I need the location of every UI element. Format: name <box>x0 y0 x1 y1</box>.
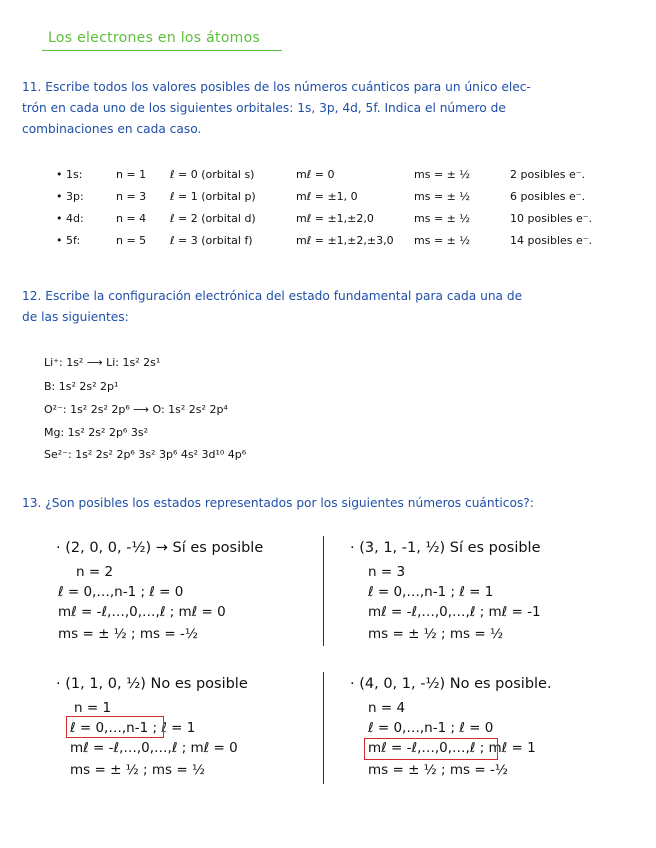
table-cell-n: n = 5 <box>116 234 147 247</box>
title-underline <box>42 50 282 51</box>
case-2-line-2: ℓ = 0,…,n-1 ; ℓ = 1 <box>368 584 494 600</box>
table-cell-count: 14 posibles e⁻. <box>510 234 593 247</box>
case-3-line-2: ℓ = 0,…,n-1 ; ℓ = 1 <box>70 720 196 736</box>
config-se: Se²⁻: 1s² 2s² 2p⁶ 3s² 3p⁶ 4s² 3d¹⁰ 4p⁶ <box>44 448 247 461</box>
config-mg: Mg: 1s² 2s² 2p⁶ 3s² <box>44 426 148 439</box>
divider-bottom <box>323 672 324 784</box>
table-cell-orb: • 1s: <box>56 168 83 181</box>
table-cell-ms: ms = ± ½ <box>414 190 471 203</box>
case-3-line-4: ms = ± ½ ; ms = ½ <box>70 762 206 778</box>
question-12-line-1: 12. Escribe la configuración electrónica del estado fundamental para cada una de <box>22 289 523 303</box>
case-3-line-1: n = 1 <box>74 700 112 716</box>
divider-top <box>323 536 324 646</box>
table-cell-l: ℓ = 1 (orbital p) <box>170 190 256 203</box>
question-11-line-2: trón en cada uno de los siguientes orbitales: 1s, 3p, 4d, 5f. Indica el número de <box>22 101 506 115</box>
case-1-line-3: mℓ = -ℓ,…,0,…,ℓ ; mℓ = 0 <box>58 604 226 620</box>
table-cell-ms: ms = ± ½ <box>414 212 471 225</box>
table-cell-count: 10 posibles e⁻. <box>510 212 593 225</box>
table-cell-l: ℓ = 3 (orbital f) <box>170 234 253 247</box>
case-4-line-4: ms = ± ½ ; ms = -½ <box>368 762 508 778</box>
question-13: 13. ¿Son posibles los estados representados por los siguientes números cuánticos?: <box>22 496 534 510</box>
case-2-head: · (3, 1, -1, ½) Sí es posible <box>350 540 541 556</box>
table-cell-ml: mℓ = ±1,±2,±3,0 <box>296 234 394 247</box>
case-1-line-2: ℓ = 0,…,n-1 ; ℓ = 0 <box>58 584 184 600</box>
highlight-box-ml <box>364 738 498 760</box>
question-12-line-2: de las siguientes: <box>22 310 129 324</box>
case-4-line-3: mℓ = -ℓ,…,0,…,ℓ ; mℓ = 1 <box>368 740 536 756</box>
case-2-line-1: n = 3 <box>368 564 406 580</box>
highlight-box-l <box>66 716 164 738</box>
table-cell-l: ℓ = 0 (orbital s) <box>170 168 255 181</box>
table-cell-n: n = 3 <box>116 190 147 203</box>
table-cell-n: n = 4 <box>116 212 147 225</box>
table-cell-ml: mℓ = ±1,±2,0 <box>296 212 374 225</box>
case-1-line-4: ms = ± ½ ; ms = -½ <box>58 626 198 642</box>
table-cell-ms: ms = ± ½ <box>414 234 471 247</box>
case-2-line-4: ms = ± ½ ; ms = ½ <box>368 626 504 642</box>
question-11 <box>22 77 531 140</box>
config-b: B: 1s² 2s² 2p¹ <box>44 380 119 393</box>
config-o: O²⁻: 1s² 2s² 2p⁶ ⟶ O: 1s² 2s² 2p⁴ <box>44 403 228 416</box>
config-li: Li⁺: 1s² ⟶ Li: 1s² 2s¹ <box>44 356 161 369</box>
question-12 <box>22 286 522 328</box>
page-title: Los electrones en los átomos <box>48 30 261 46</box>
case-2-line-3: mℓ = -ℓ,…,0,…,ℓ ; mℓ = -1 <box>368 604 541 620</box>
case-1-head: · (2, 0, 0, -½) → Sí es posible <box>56 540 264 556</box>
table-cell-orb: • 4d: <box>56 212 84 225</box>
case-4-line-1: n = 4 <box>368 700 406 716</box>
case-4-head: · (4, 0, 1, -½) No es posible. <box>350 676 552 692</box>
table-cell-count: 6 posibles e⁻. <box>510 190 586 203</box>
table-cell-count: 2 posibles e⁻. <box>510 168 586 181</box>
question-11-line-1: 11. Escribe todos los valores posibles de los números cuánticos para un único elec- <box>22 80 531 94</box>
case-3-line-3: mℓ = -ℓ,…,0,…,ℓ ; mℓ = 0 <box>70 740 238 756</box>
table-cell-ms: ms = ± ½ <box>414 168 471 181</box>
case-4-line-2: ℓ = 0,…,n-1 ; ℓ = 0 <box>368 720 494 736</box>
question-11-line-3: combinaciones en cada caso. <box>22 122 202 136</box>
table-cell-orb: • 3p: <box>56 190 84 203</box>
table-cell-ml: mℓ = ±1, 0 <box>296 190 358 203</box>
table-cell-orb: • 5f: <box>56 234 81 247</box>
case-1-line-1: n = 2 <box>76 564 114 580</box>
table-cell-ml: mℓ = 0 <box>296 168 335 181</box>
case-3-head: · (1, 1, 0, ½) No es posible <box>56 676 248 692</box>
table-cell-n: n = 1 <box>116 168 147 181</box>
table-cell-l: ℓ = 2 (orbital d) <box>170 212 256 225</box>
